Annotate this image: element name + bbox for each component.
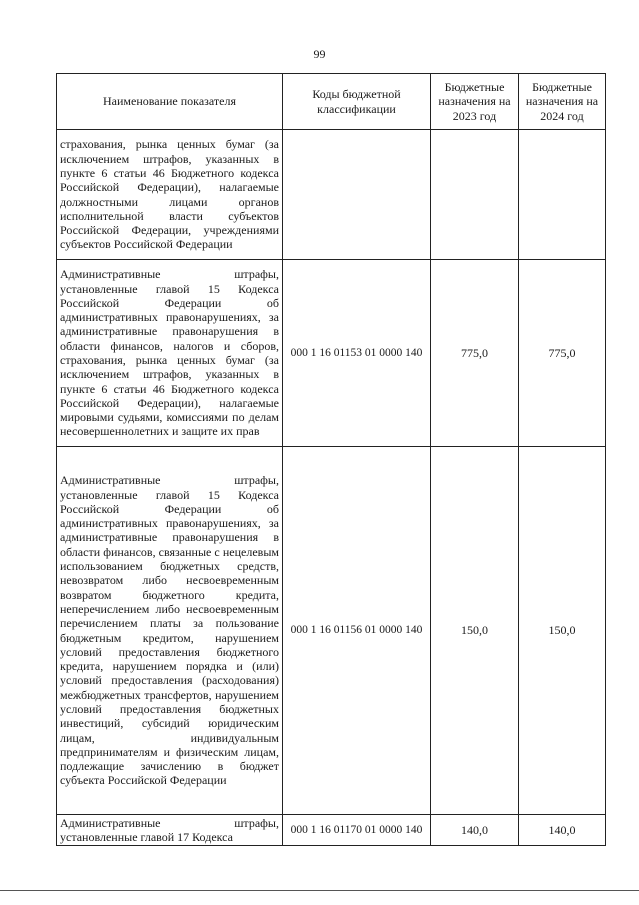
table-row (57, 130, 606, 260)
indicator-name: Административные штрафы, установленные главой 15 Кодекса Российской Федерации об административных правонарушениях, за административные правонарушения в области финансов, связанные с нецелевым использованием бюджетных средств, невозвратом либо несвоевременным возвратом бюджетного кредита, неперечислением либо несвоевременным перечислением платы за пользование бюджетным кредитом, нарушением условий предоставления бюджетного кредита, нарушением порядка и (или) условий предоставления (расходования) межбюджетных трансфертов, нарушением условий предоставления бюджетных инвестиций, субсидий юридическим лицам, индивидуальным предпринимателям и физическим лицам, подлежащие зачислению в бюджет субъекта Российской Федерации (57, 447, 283, 815)
value-2023: 150,0 (431, 447, 519, 815)
table-row (57, 815, 606, 846)
table-row (57, 447, 606, 815)
indicator-name: Административные штрафы, установленные главой 15 Кодекса Российской Федерации об административных правонарушениях, за административные правонарушения в области финансов, налогов и сборов, страхования, рынка ценных бумаг (за исключением штрафов, указанных в пункте 6 статьи 46 Бюджетного кодекса Российской Федерации), налагаемые мировыми судьями, комиссиями по делам несовершеннолетних и защите их прав (57, 260, 283, 447)
value-2024: 775,0 (519, 260, 606, 447)
budget-code: 000 1 16 01156 01 0000 140 (283, 447, 431, 815)
page-number: 99 (313, 47, 326, 61)
budget-code (283, 130, 431, 260)
table-header (57, 74, 606, 130)
indicator-name: страхования, рынка ценных бумаг (за исключением штрафов, указанных в пункте 6 статьи 46 Бюджетного кодекса Российской Федерации), налагаемые должностными лицами органов исполнительной власти субъектов Российской Федерации, учреждениями субъектов Российской Федерации (57, 130, 283, 260)
value-2024: 140,0 (519, 815, 606, 846)
budget-code: 000 1 16 01153 01 0000 140 (283, 260, 431, 447)
header-row (57, 74, 606, 130)
value-2023: 140,0 (431, 815, 519, 846)
header-indicator-name: Наименование показателя (57, 74, 283, 130)
table-row (57, 260, 606, 447)
header-budget-codes: Коды бюджетной классификации (283, 74, 431, 130)
header-budget-2024: Бюджетные назначения на 2024 год (519, 74, 606, 130)
value-2023: 775,0 (431, 260, 519, 447)
page-bottom-edge (0, 890, 639, 891)
budget-code: 000 1 16 01170 01 0000 140 (283, 815, 431, 846)
indicator-name: Административные штрафы, установленные главой 17 Кодекса (57, 815, 283, 846)
value-2024: 150,0 (519, 447, 606, 815)
header-budget-2023: Бюджетные назначения на 2023 год (431, 74, 519, 130)
value-2023 (431, 130, 519, 260)
budget-table (56, 73, 606, 846)
value-2024 (519, 130, 606, 260)
